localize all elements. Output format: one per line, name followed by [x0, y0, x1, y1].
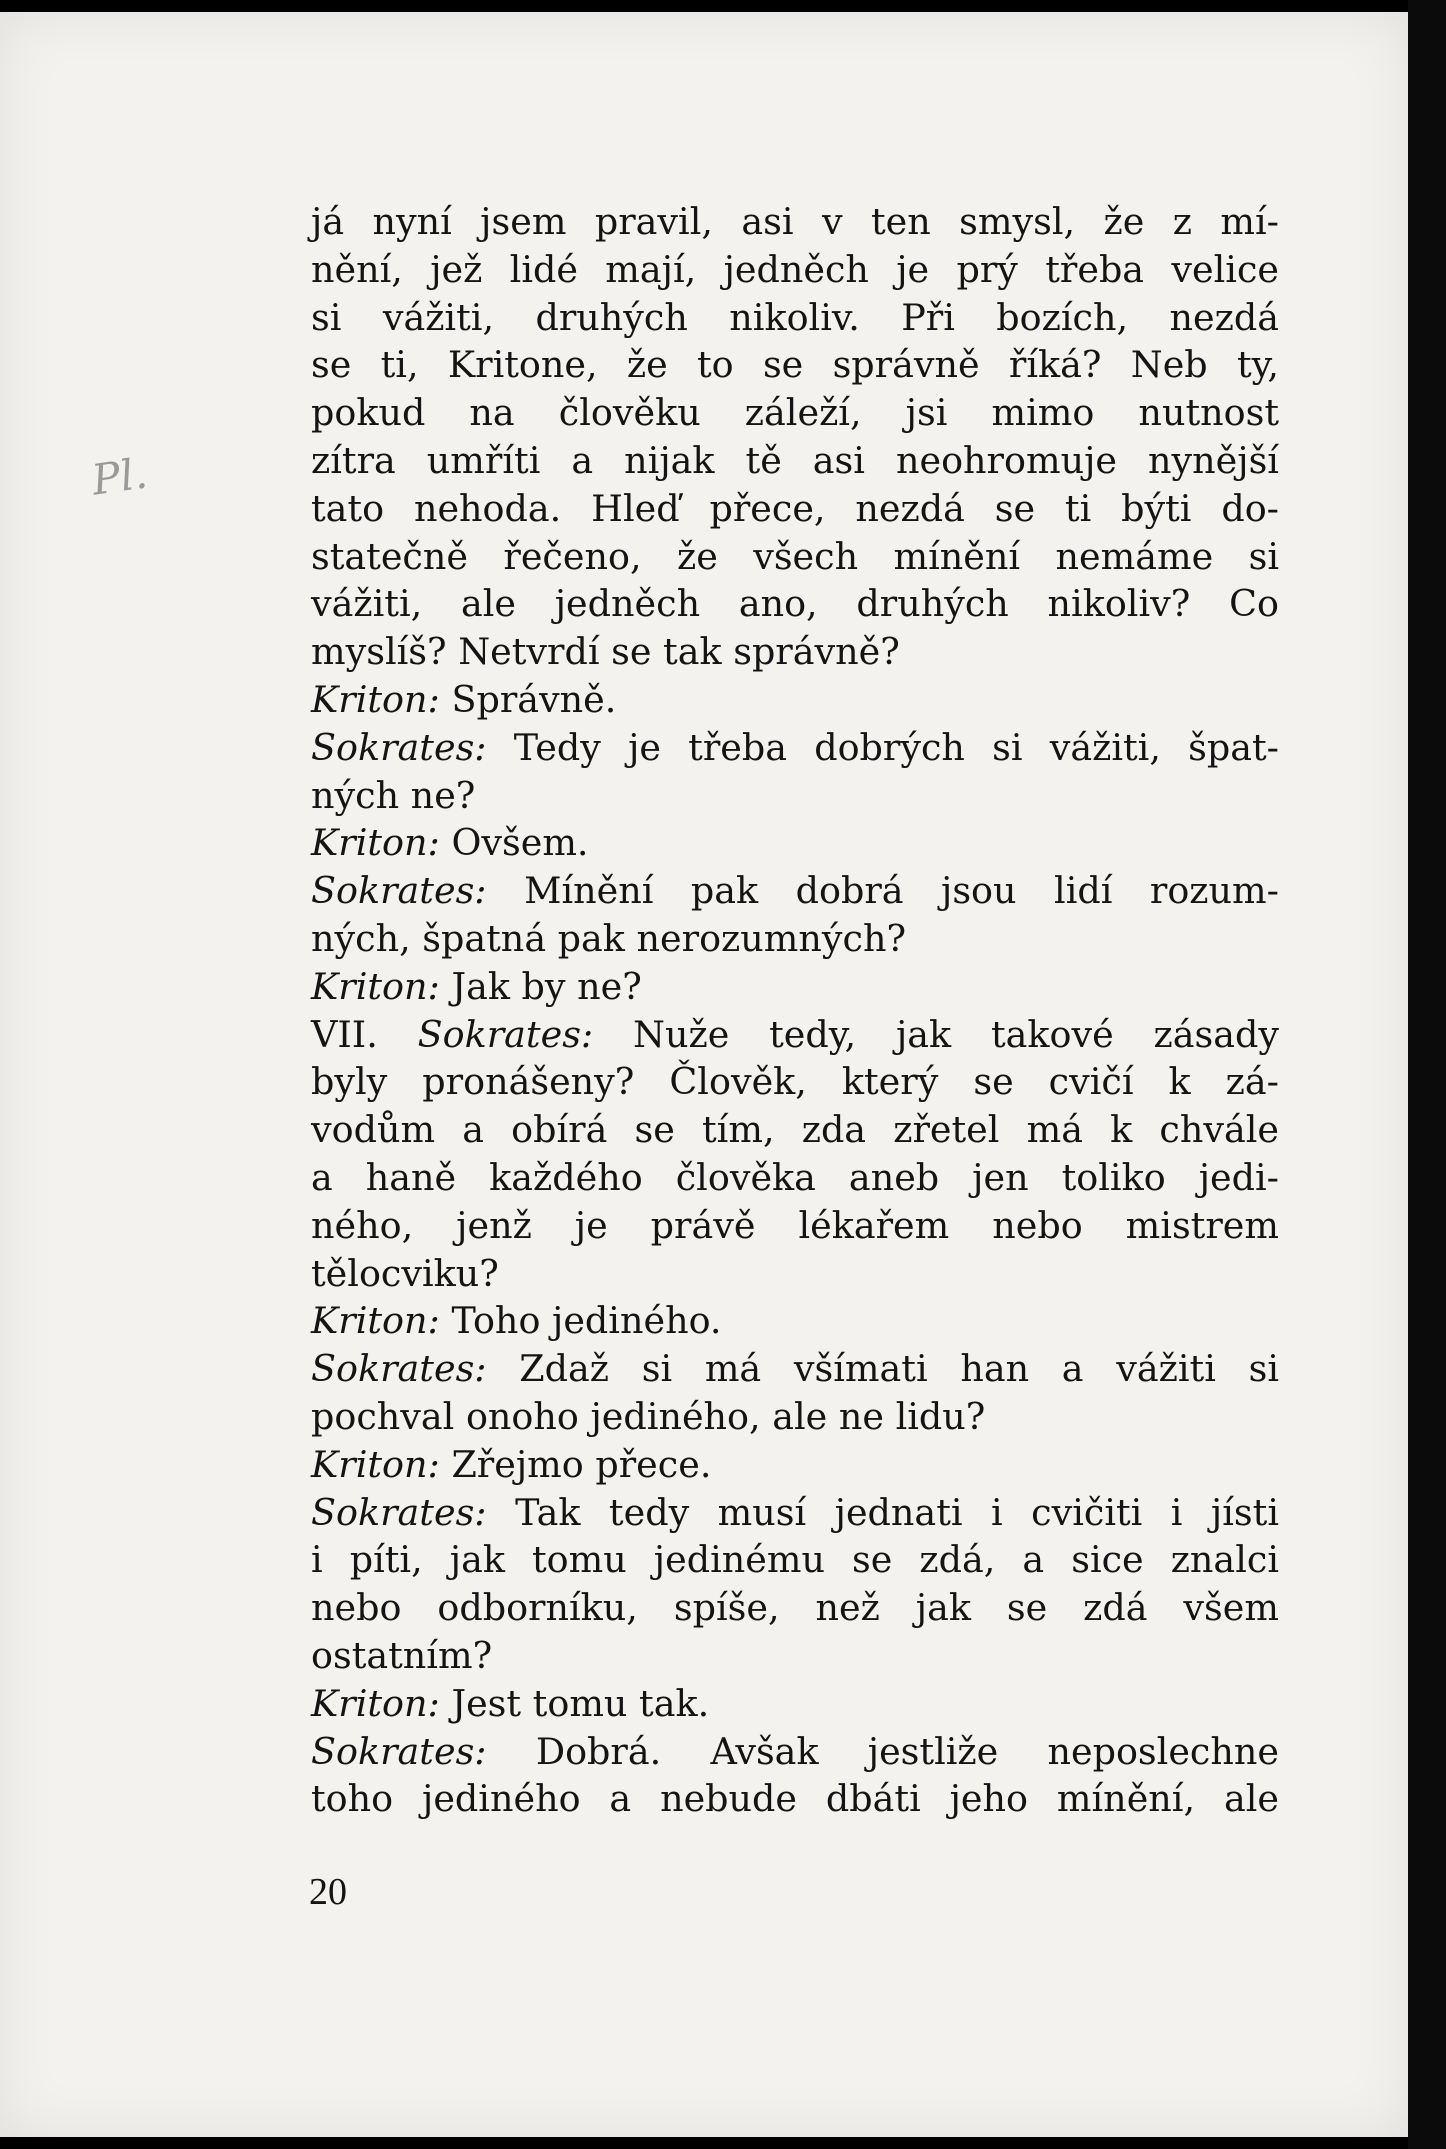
text-line: [311, 628, 1279, 676]
text-line: [311, 772, 1279, 820]
line-text: Toho jediného.: [439, 1299, 722, 1343]
speaker-name: Sokrates:: [311, 1490, 487, 1534]
line-text: ostatním?: [311, 1633, 493, 1677]
line-text: Správně.: [439, 677, 617, 721]
speaker-name: Kriton:: [311, 1681, 440, 1725]
text-line: [311, 1106, 1279, 1154]
text-line: [311, 1632, 1279, 1680]
line-text: tato nehoda. Hleď přece, nezdá se ti býti do-: [311, 486, 1279, 530]
text-line: [311, 533, 1279, 581]
text-line: [311, 1250, 1279, 1298]
speaker-name: Kriton:: [311, 1442, 440, 1486]
body-text: [311, 198, 1279, 1823]
text-line: [311, 1011, 1279, 1059]
speaker-name: Kriton:: [311, 1299, 440, 1343]
line-text: Jak by ne?: [439, 964, 642, 1008]
line-text: nění, jež lidé mají, jedněch je prý třeba velice: [311, 247, 1279, 291]
text-line: [311, 246, 1279, 294]
line-text: byly pronášeny? Člověk, který se cvičí k zá-: [311, 1060, 1279, 1104]
line-text: ných ne?: [311, 773, 476, 817]
text-line: [311, 485, 1279, 533]
line-text: Ovšem.: [439, 821, 589, 865]
line-text: nebo odborníku, spíše, než jak se zdá všem: [311, 1586, 1279, 1630]
text-line: [311, 1728, 1279, 1776]
text-line: [311, 389, 1279, 437]
text-line: [311, 580, 1279, 628]
line-text: i píti, jak tomu jedinému se zdá, a sice znalci: [311, 1538, 1279, 1582]
line-text: se ti, Kritone, že to se správně říká? Neb ty,: [311, 343, 1279, 387]
line-text: Zřejmo přece.: [439, 1442, 712, 1486]
line-text: Jest tomu tak.: [439, 1681, 710, 1725]
text-line: [311, 341, 1279, 389]
text-line: [311, 1489, 1279, 1537]
text-line: [311, 198, 1279, 246]
line-text: Zdaž si má všímati han a vážiti si: [486, 1347, 1279, 1391]
line-text: si vážiti, druhých nikoliv. Při bozích, nezdá: [311, 295, 1279, 339]
speaker-name: Kriton:: [311, 677, 440, 721]
speaker-name: Sokrates:: [311, 869, 487, 913]
speaker-name: Kriton:: [311, 821, 440, 865]
text-line: [311, 437, 1279, 485]
margin-pencil-note: Pl.: [88, 448, 151, 505]
text-line: [311, 1393, 1279, 1441]
text-line: [311, 1536, 1279, 1584]
text-line: [311, 724, 1279, 772]
line-text: Nuže tedy, jak takové zásady: [593, 1012, 1280, 1056]
text-line: [311, 1680, 1279, 1728]
text-line: [311, 915, 1279, 963]
text-line: [311, 1584, 1279, 1632]
text-line: [311, 1441, 1279, 1489]
text-line: [311, 1345, 1279, 1393]
text-line: [311, 1297, 1279, 1345]
chapter-number: VII.: [311, 1012, 418, 1056]
text-line: [311, 963, 1279, 1011]
speaker-name: Sokrates:: [417, 1012, 594, 1056]
line-text: a haně každého člověka aneb jen toliko jedi-: [311, 1155, 1279, 1199]
speaker-name: Sokrates:: [311, 725, 487, 769]
line-text: ných, špatná pak nerozumných?: [311, 916, 907, 960]
line-text: Mínění pak dobrá jsou lidí rozum-: [486, 869, 1279, 913]
text-line: [311, 819, 1279, 867]
line-text: vodům a obírá se tím, zda zřetel má k chvále: [311, 1108, 1279, 1152]
page-number: 20: [309, 1871, 347, 1913]
line-text: zítra umříti a nijak tě asi neohromuje nynější: [311, 438, 1279, 482]
line-text: pokud na člověku záleží, jsi mimo nutnost: [311, 391, 1279, 435]
text-line: [311, 676, 1279, 724]
text-line: [311, 1775, 1279, 1823]
scan-edge: [1408, 0, 1446, 2149]
line-text: Tedy je třeba dobrých si vážiti, špat-: [486, 725, 1279, 769]
text-line: [311, 294, 1279, 342]
speaker-name: Kriton:: [311, 964, 440, 1008]
text-line: [311, 867, 1279, 915]
line-text: Dobrá. Avšak jestliže neposlechne: [486, 1729, 1279, 1773]
text-line: [311, 1202, 1279, 1250]
speaker-name: Sokrates:: [311, 1729, 487, 1773]
line-text: myslíš? Netvrdí se tak správně?: [311, 630, 900, 674]
line-text: tělocviku?: [311, 1251, 499, 1295]
text-line: [311, 1058, 1279, 1106]
line-text: já nyní jsem pravil, asi v ten smysl, že z mí-: [311, 200, 1279, 243]
text-line: [311, 1154, 1279, 1202]
line-text: Tak tedy musí jednati i cvičiti i jísti: [486, 1490, 1279, 1534]
line-text: pochval onoho jediného, ale ne lidu?: [311, 1394, 986, 1438]
line-text: vážiti, ale jedněch ano, druhých nikoliv? Co: [311, 582, 1279, 626]
line-text: toho jediného a nebude dbáti jeho mínění, ale: [311, 1777, 1279, 1821]
speaker-name: Sokrates:: [311, 1347, 487, 1391]
line-text: statečně řečeno, že všech mínění nemáme si: [311, 534, 1279, 578]
line-text: ného, jenž je právě lékařem nebo mistrem: [311, 1203, 1279, 1247]
